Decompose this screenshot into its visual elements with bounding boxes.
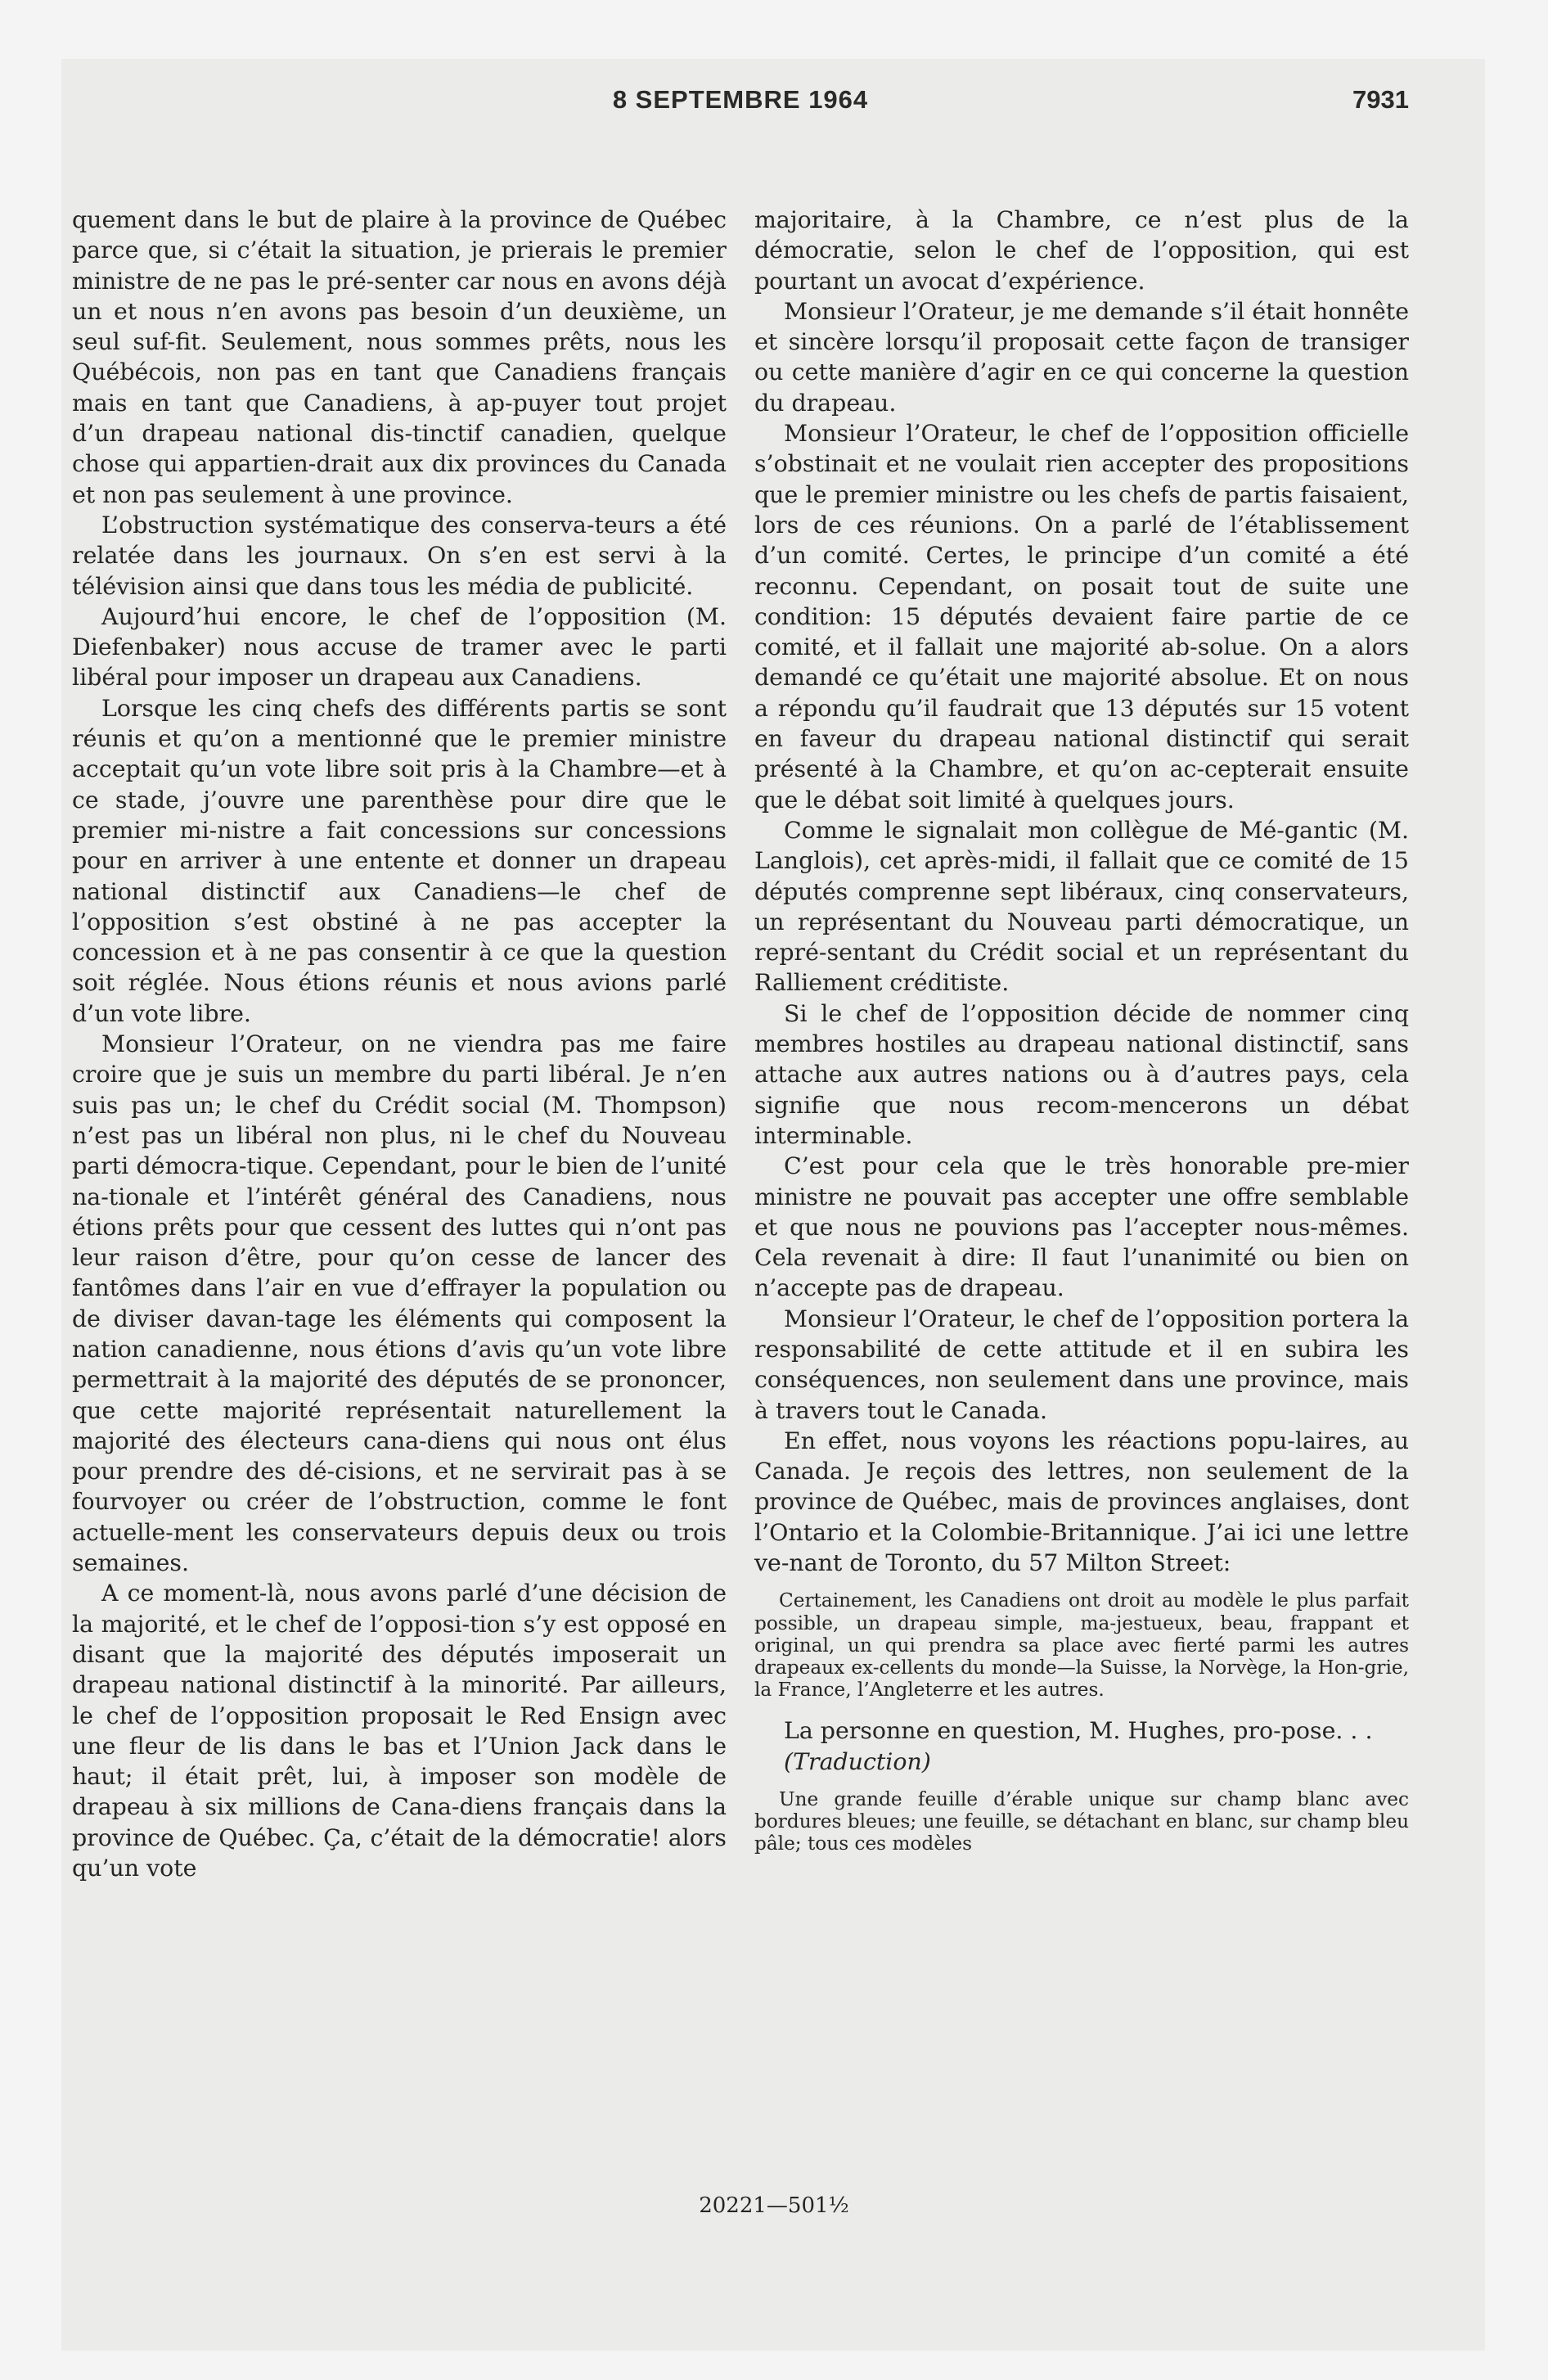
paragraph: Lorsque les cinq chefs des différents partis se sont réunis et qu’on a mentionné que le premier ministre acceptait qu’un vote libre soit pris à la Chambre—et à ce stade, j’ouvre une parenthèse pour dire que le premier mi-nistre a fait concessions sur concessions pour en arriver à une entente et donner un drapeau national distinctif aux Canadiens—le chef de l’opposition s’est obstiné à ne pas accepter la concession et à ne pas consentir à ce que la question soit réglée. Nous étions réunis et nous avions parlé d’un vote libre. (72, 694, 727, 1027)
quote-text: Certainement, les Canadiens ont droit au modèle le plus parfait possible, un drapeau simple, ma-jestueux, beau, frappant et original, un qui prendra sa place avec fierté parmi les autres drapeaux ex-cellents du monde—la Suisse, la Norvège, la Hon-grie, la France, l’Angleterre et les autres. (754, 1589, 1409, 1702)
footer-code: 20221—501½ (699, 2193, 849, 2218)
paragraph: Si le chef de l’opposition décide de nommer cinq membres hostiles au drapeau national distinctif, sans attache aux autres nations ou à d’autres pays, cela signifie que nous recom-mencerons un débat interminable. (754, 999, 1409, 1149)
left-column (72, 205, 727, 1883)
paragraph: Monsieur l’Orateur, le chef de l’opposition officielle s’obstinait et ne voulait rien accepter des propositions que le premier ministre ou les chefs de partis faisaient, lors de ces réunions. On a parlé de l’établissement d’un comité. Certes, le principe d’un comité a été reconnu. Cependant, on posait tout de suite une condition: 15 députés devaient faire partie de ce comité, et il fallait une majorité ab-solue. On a alors demandé ce qu’était une majorité absolue. Et on nous a répondu qu’il faudrait que 13 députés sur 15 votent en faveur du drapeau national distinctif qui serait présenté à la Chambre, et qu’on ac-cepterait ensuite que le débat soit limité à quelques jours. (754, 420, 1409, 814)
quote-text: Une grande feuille d’érable unique sur champ blanc avec bordures bleues; une feuille, se détachant en blanc, sur champ bleu pâle; tous ces modèles (754, 1787, 1409, 1855)
paragraph: Monsieur l’Orateur, on ne viendra pas me faire croire que je suis un membre du parti libéral. Je n’en suis pas un; le chef du Crédit social (M. Thompson) n’est pas un libéral non plus, ni le chef du Nouveau parti démocra-tique. Cependant, pour le bien de l’unité na-tionale et l’intérêt général des Canadiens, nous étions prêts pour que cessent des luttes qui n’ont pas leur raison d’être, pour qu’on cesse de lancer des fantômes dans l’air en vue d’effrayer la population ou de diviser davan-tage les éléments qui composent la nation canadienne, nous étions d’avis qu’un vote libre permettrait à la majorité des députés de se prononcer, que cette majorité représentait naturellement la majorité des électeurs cana-diens qui nous ont élus pour prendre des dé-cisions, et ne servirait pas à se fourvoyer ou créer de l’obstruction, comme le font actuelle-ment les conservateurs depuis deux ou trois semaines. (72, 1030, 727, 1577)
paragraph: majoritaire, à la Chambre, ce n’est plus de la démocratie, selon le chef de l’opposition, qui est pourtant un avocat d’expérience. (754, 206, 1409, 295)
header-page-number: 7931 (1352, 85, 1409, 114)
translation-note: (Traduction) (784, 1747, 931, 1775)
paragraph: Monsieur l’Orateur, je me demande s’il était honnête et sincère lorsqu’il proposait cette façon de transiger ou cette manière d’agir en ce qui concerne la question du drapeau. (754, 297, 1409, 417)
paragraph: Monsieur l’Orateur, le chef de l’opposition portera la responsabilité de cette attitude et il en subira les conséquences, non seulement dans une province, mais à travers tout le Canada. (754, 1305, 1409, 1424)
header-date: 8 SEPTEMBRE 1964 (612, 85, 869, 114)
paragraph: Aujourd’hui encore, le chef de l’opposition (M. Diefenbaker) nous accuse de tramer avec le parti libéral pour imposer un drapeau aux Canadiens. (72, 602, 727, 692)
page-header (72, 85, 1409, 137)
paragraph: quement dans le but de plaire à la province de Québec parce que, si c’était la situation, je prierais le premier ministre de ne pas le pré-senter car nous en avons déjà un et nous n’en avons pas besoin d’un deuxième, un seul suf-fit. Seulement, nous sommes prêts, nous les Québécois, non pas en tant que Canadiens français mais en tant que Canadiens, à ap-puyer tout projet d’un drapeau national dis-tinctif canadien, quelque chose qui appartien-drait aux dix provinces du Canada et non pas seulement à une province. (72, 206, 727, 508)
paragraph: A ce moment-là, nous avons parlé d’une décision de la majorité, et le chef de l’opposi-tion s’y est opposé en disant que la majorité des députés imposerait un drapeau national distinctif à la minorité. Par ailleurs, le chef de l’opposition proposait le Red Ensign avec une fleur de lis dans le bas et l’Union Jack dans le haut; il était prêt, lui, à imposer son modèle de drapeau à six millions de Cana-diens français dans la province de Québec. Ça, c’était de la démocratie! alors qu’un vote (72, 1580, 727, 1882)
letter-quote (754, 1589, 1409, 1701)
paragraph: C’est pour cela que le très honorable pre-mier ministre ne pouvait pas accepter une offre semblable et que nous ne pouvions pas l’accepter nous-mêmes. Cela revenait à dire: Il faut l’unanimité ou bien on n’accepte pas de drapeau. (754, 1152, 1409, 1302)
paragraph: En effet, nous voyons les réactions popu-laires, au Canada. Je reçois des lettres, non seulement de la province de Québec, mais de provinces anglaises, dont l’Ontario et la Colombie-Britannique. J’ai ici une lettre ve-nant de Toronto, du 57 Milton Street: (754, 1427, 1409, 1577)
translated-quote (754, 1788, 1409, 1855)
paragraph: Comme le signalait mon collègue de Mé-gantic (M. Langlois), cet après-midi, il fallait que ce comité de 15 députés comprenne sept libéraux, cinq conservateurs, un représentant du Nouveau parti démocratique, un repré-sentant du Crédit social et un représentant du Ralliement créditiste. (754, 816, 1409, 997)
right-column (754, 205, 1409, 1870)
paragraph: L’obstruction systématique des conserva-teurs a été relatée dans les journaux. On s’en est servi à la télévision ainsi que dans tous les média de publicité. (72, 511, 727, 600)
paragraph: La personne en question, M. Hughes, pro-pose. . . (784, 1717, 1373, 1745)
